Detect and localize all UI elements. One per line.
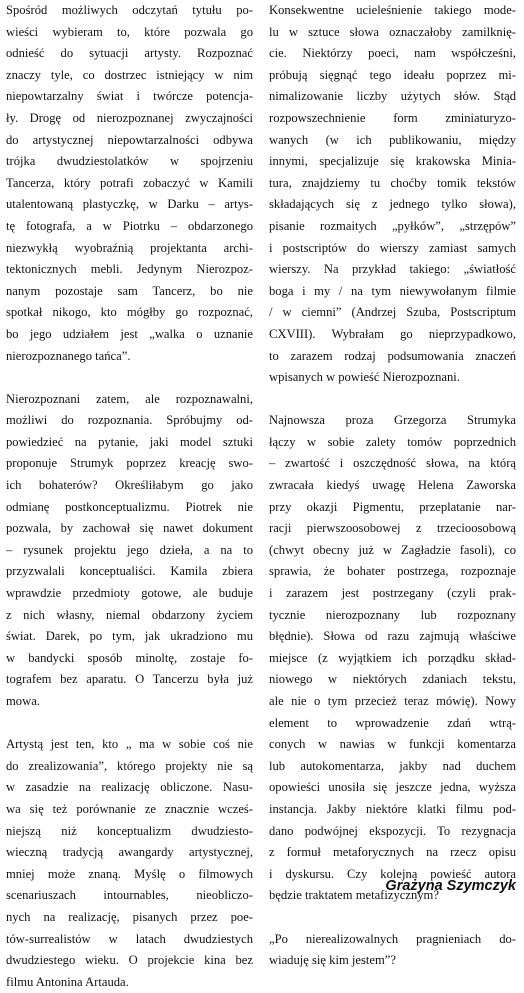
- text-line: filmu Antonina Artauda.: [6, 974, 129, 989]
- text-line: utalentowaną plastyczkę, w Darku – artys-: [6, 197, 253, 212]
- text-line: mowa.: [6, 694, 40, 708]
- text-line: Artystą jest ten, kto „ ma w sobie coś nie: [6, 737, 253, 752]
- text-line: bo jego udziałem jest „walka o uznanie: [6, 326, 253, 341]
- text-line: niowego w niektórych zdaniach tekstu,: [269, 672, 516, 687]
- text-line: łączy w sobie zalety tomów poprzednich: [269, 434, 516, 449]
- text-line: powiedzieć na pytanie, jaki model sztuki: [6, 434, 253, 449]
- text-line: pisanie rozmaitych „pyłków”, „strzępów”: [269, 218, 516, 233]
- text-line: boga i my / na tym niewywołanym filmie: [269, 283, 516, 298]
- text-line: wierszy. Na przykład takiego: „światłość: [269, 262, 516, 277]
- text-line: tów-surrealistów w latach dwudziestych: [6, 931, 253, 946]
- paragraph-gap: [269, 907, 516, 929]
- paragraph-gap: [269, 389, 516, 411]
- text-line: Konsekwentne ucieleśnienie takiego mode-: [269, 3, 516, 17]
- text-line: odmianę postkonceptualizmu. Piotrek nie: [6, 499, 253, 514]
- author-signature: Grażyna Szymczyk: [385, 878, 516, 894]
- text-line: do artystycznej niepowtarzalności odbywa: [6, 132, 253, 147]
- paragraph-gap: [6, 367, 253, 389]
- text-line: conych w nawias w funkcji komentarza: [269, 737, 516, 752]
- text-line: ich bohaterów? Określiłabym go jako: [6, 478, 253, 493]
- text-line: z nich własny, niemal obdarzony życiem: [6, 607, 253, 622]
- text-line: przy okazji Pigmentu, przeplatanie nar-: [269, 499, 516, 514]
- left-paragraph: [6, 734, 253, 993]
- paragraph-gap: [6, 713, 253, 735]
- text-line: niezwykłą wyobraźnią projektanta archi-: [6, 240, 253, 255]
- text-line: błędnie). Słowa od razu zajmują właściwe: [269, 629, 516, 644]
- text-line: lu w sztuce słowa oznaczałoby zamilknię-: [269, 24, 516, 39]
- text-line: tę fotografa, a w Piotrku – obdarzonego: [6, 218, 253, 233]
- text-line: świat. Darek, po tym, jak ukradziono mu: [6, 629, 253, 644]
- text-line: tura, znajdziemy tu choćby tomik tekstów: [269, 175, 516, 190]
- text-line: odnieść do sytuacji artysty. Rozpoznać: [6, 46, 253, 61]
- text-line: ły. Drogę od nierozpoznanej zwyczajności: [6, 110, 253, 125]
- text-line: Najnowsza proza Grzegorza Strumyka: [269, 413, 516, 428]
- text-line: możliwi do rozpoznania. Spróbujmy od-: [6, 413, 253, 428]
- text-line: niejszą niż konceptualizm dwudziesto-: [6, 823, 253, 838]
- text-line: składających się z jednego tylko słowa),: [269, 197, 516, 212]
- text-line: rozpowszechnienie form zminiaturyzo-: [269, 110, 516, 125]
- text-line: w zasadzie na realizację obliczone. Nasu-: [6, 780, 253, 795]
- text-line: wieczną tradycją awangardy artystycznej,: [6, 845, 253, 860]
- text-line: nanym pozostaje sam Tancerz, bo nie: [6, 283, 253, 298]
- right-paragraph: [269, 929, 516, 972]
- text-line: opowieści unosiła się jeszcze jedna, wyższa: [269, 780, 516, 795]
- text-line: nierozpoznanego tańca”.: [6, 348, 131, 363]
- text-line: lub autokomentarza, jakby nad duchem: [269, 758, 516, 773]
- left-paragraph: [6, 389, 253, 713]
- text-line: – zwartość i oszczędność słowa, na którą: [269, 456, 516, 471]
- text-line: / w ciemni” (Andrzej Szuba, Postscriptum: [269, 305, 516, 320]
- text-line: – rysunek projektu jego dzieła, a na to: [6, 542, 253, 557]
- text-line: tycznie nierozpoznany lub rozpoznany: [269, 607, 516, 622]
- text-line: zwracała kiedyś uwagę Helena Zaworska: [269, 478, 516, 493]
- text-line: spotkał nikogo, kto mógłby go rozpoznać,: [6, 305, 253, 320]
- text-line: wpisanych w powieść Nierozpoznani.: [269, 370, 460, 385]
- text-line: Spośród możliwych odczytań tytułu po-: [6, 3, 253, 17]
- text-line: racji pierwszoosobowej z trzecioosobową: [269, 521, 516, 536]
- text-line: niepowtarzalny świat i twórcze potencja-: [6, 89, 253, 104]
- text-line: element to wprowadzenie zdań wtrą-: [269, 715, 516, 730]
- right-column: [269, 0, 516, 972]
- text-line: instancja. Jakby niektóre klatki filmu pod-: [269, 801, 516, 816]
- text-line: trójka dwudziestolatków w spojrzeniu: [6, 154, 253, 169]
- text-line: i postscriptów do wierszy zamiast samych: [269, 240, 516, 255]
- text-line: i dyskursu. Czy kolejna powieść autora: [269, 866, 516, 881]
- left-column: [6, 0, 253, 993]
- text-line: dano podwójnej ekspozycji. To rezygnacja: [269, 823, 516, 838]
- text-line: przyzwalali konceptualiści. Kamila zbiera: [6, 564, 253, 579]
- right-paragraph: [269, 0, 516, 389]
- text-line: ale nie o tym przecież teraz mówię). Nowy: [269, 694, 516, 708]
- text-line: wa się też porównanie ze znacznie wcześ-: [6, 801, 253, 816]
- text-line: „Po nierealizowalnych pragnieniach do-: [269, 931, 516, 946]
- right-paragraph: [269, 410, 516, 907]
- text-line: dwudziestego wieku. O projekcie kina bez: [6, 953, 253, 968]
- text-line: innymi, specjalizuje się krakowska Minia-: [269, 154, 516, 169]
- text-line: tografem bez aparatu. O Tancerzu była już: [6, 672, 253, 687]
- text-line: nych na realizację, pisanych przez poe-: [6, 909, 253, 924]
- text-line: CXVIII). Wybrałam go nieprzypadkowo,: [269, 326, 516, 341]
- text-line: (chwyt obecny już w Zagładzie fasoli), co: [269, 542, 516, 557]
- text-line: nimalizowanie liczby użytych słów. Stąd: [269, 89, 516, 104]
- text-line: i zarazem jest postrzegany (czyli prak-: [269, 586, 516, 601]
- text-line: wprawdzie przedmioty gotowe, ale buduje: [6, 586, 253, 601]
- text-line: mniej może znaną. Myślę o filmowych: [6, 866, 253, 881]
- text-line: będzie traktatem metafizycznym?: [269, 888, 439, 903]
- text-line: scenariuszach intournables, nieobliczo-: [6, 888, 253, 903]
- text-line: wieści wybieram to, które pozwala go: [6, 24, 253, 39]
- text-line: znaczy tyle, co dostrzec istniejący w nim: [6, 67, 253, 82]
- text-line: Tancerza, który potrafi zobaczyć w Kamili: [6, 175, 253, 190]
- text-line: pozwala, by zachował się nawet dokument: [6, 521, 253, 536]
- text-line: Nierozpoznani zatem, ale rozpoznawalni,: [6, 391, 253, 406]
- text-line: sprawia, że bohater postrzega, rozpoznaje: [269, 564, 516, 579]
- text-line: z formuł metaforycznych na rzecz opisu: [269, 845, 516, 860]
- text-line: próbują sięgnąć tego ideału poprzez mi-: [269, 67, 516, 82]
- left-paragraph: [6, 0, 253, 367]
- text-line: wiaduję się kim jestem”?: [269, 953, 396, 968]
- text-line: wanych (w ich publikowaniu, między: [269, 132, 516, 147]
- text-line: w bandycki sposób minoltę, zostaje fo-: [6, 650, 253, 665]
- text-line: cie. Niektórzy poeci, nam współcześni,: [269, 46, 516, 61]
- text-line: do zrealizowania”, którego projekty nie są: [6, 758, 253, 773]
- text-line: to zarazem rodzaj podsumowania znaczeń: [269, 348, 516, 363]
- text-line: tektonicznych mebli. Jedynym Nierozpoz-: [6, 262, 253, 277]
- text-line: proponuje Strumyk poprzez kreację swo-: [6, 456, 253, 471]
- text-line: miejsce (z wyjątkiem ich porządku skład-: [269, 650, 516, 665]
